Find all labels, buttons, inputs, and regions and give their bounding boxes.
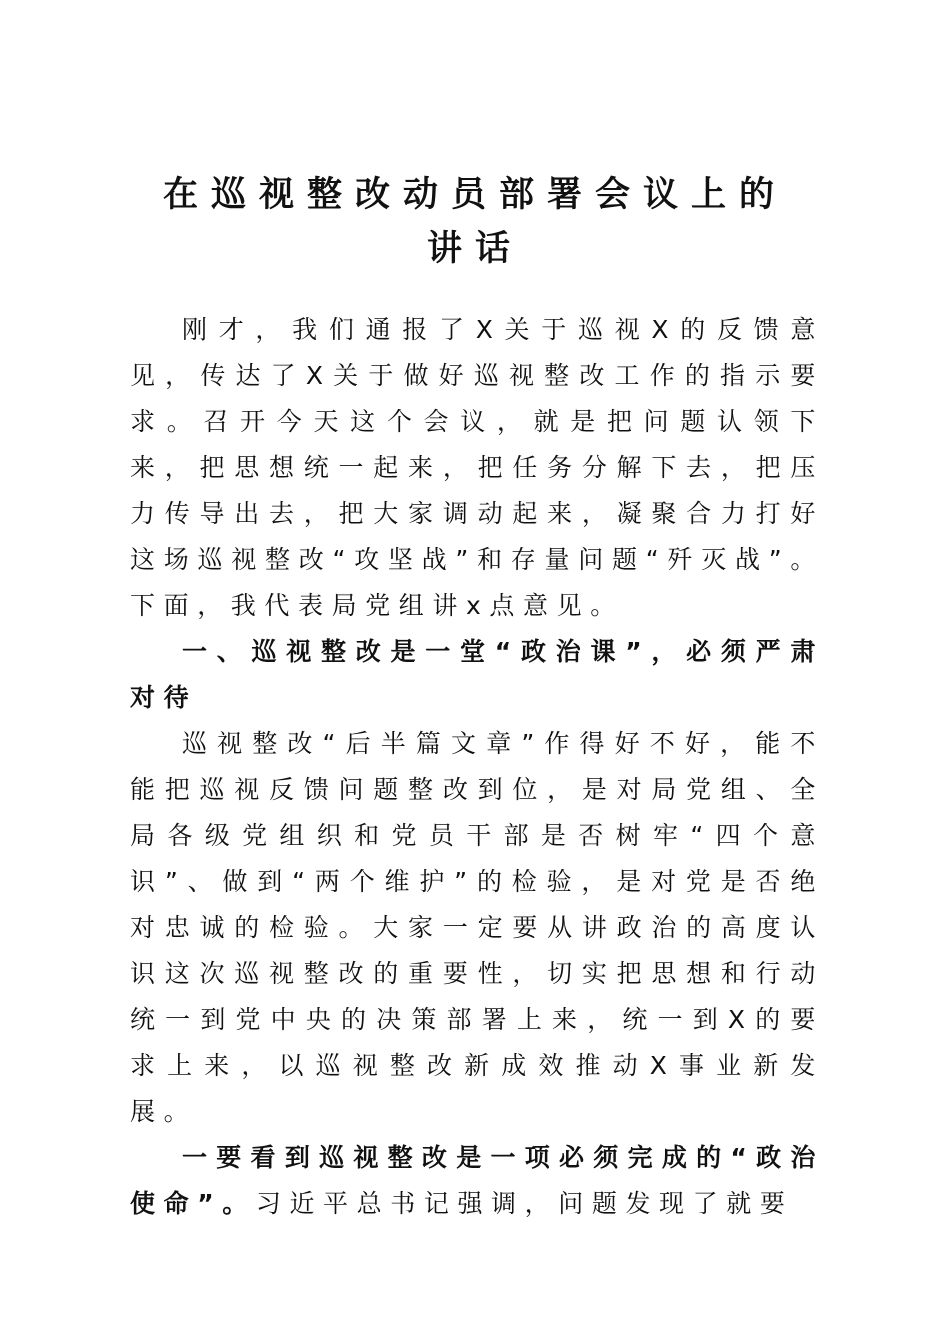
title-line-2: 讲话 — [426, 228, 523, 269]
document-body — [130, 307, 824, 1227]
document-title — [0, 168, 950, 276]
paragraph-point-1 — [130, 1135, 824, 1227]
point-1-lead: 一要看到巡视整改是一项必须完成的“政治使命”。 — [130, 1143, 824, 1218]
paragraph-intro: 刚才，我们通报了X关于巡视X的反馈意见，传达了X关于做好巡视整改工作的指示要求。召开今天这个会议，就是把问题认领下来，把思想统一起来，把任务分解下去，把压力传导出去，把大家调动起来，凝聚合力打好这场巡视整改“攻坚战”和存量问题“歼灭战”。下面，我代表局党组讲x点意见。 — [130, 315, 824, 620]
section-heading-1: 一、巡视整改是一堂“政治课”，必须严肃对待 — [130, 637, 824, 712]
title-line-1: 在巡视整改动员部署会议上的 — [162, 174, 787, 215]
paragraph-section-1: 巡视整改“后半篇文章”作得好不好，能不能把巡视反馈问题整改到位，是对局党组、全局各级党组织和党员干部是否树牢“四个意识”、做到“两个维护”的检验，是对党是否绝对忠诚的检验。大家一定要从讲政治的高度认识这次巡视整改的重要性，切实把思想和行动统一到党中央的决策部署上来，统一到X的要求上来，以巡视整改新成效推动X事业新发展。 — [130, 729, 824, 1126]
point-1-text: 习近平总书记强调，问题发现了就要 — [255, 1189, 794, 1218]
